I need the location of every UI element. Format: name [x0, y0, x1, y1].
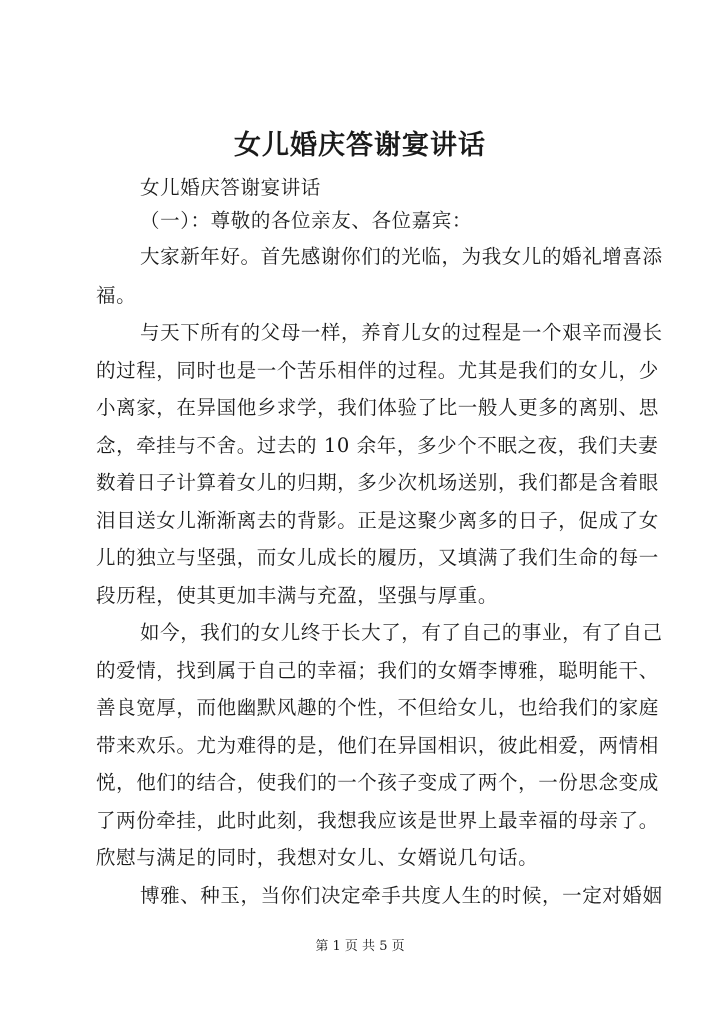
- text-line: 女儿婚庆答谢宴讲话: [140, 176, 321, 199]
- text-line: 了两份牵挂，此时此刻，我想我应该是世界上最幸福的母亲了。: [96, 809, 659, 832]
- document-title: 女儿婚庆答谢宴讲话: [234, 130, 486, 161]
- text-line: 儿的独立与坚强，而女儿成长的履历，又填满了我们生命的每一: [96, 546, 659, 569]
- text-line: （一）：尊敬的各位亲友、各位嘉宾：: [140, 209, 472, 232]
- text-line: 大家新年好。首先感谢你们的光临，为我女儿的婚礼增喜添: [140, 245, 663, 268]
- text-line: 福。: [96, 284, 137, 307]
- text-line: 带来欢乐。尤为难得的是，他们在异国相识，彼此相爱，两情相: [96, 734, 659, 757]
- text-line: 如今，我们的女儿终于长大了，有了自己的事业，有了自己: [140, 621, 663, 644]
- text-line: 悦，他们的结合，使我们的一个孩子变成了两个，一份思念变成: [96, 771, 659, 794]
- text-line: 数着日子计算着女儿的归期，多少次机场送别，我们都是含着眼: [96, 471, 659, 494]
- text-line: 的过程，同时也是一个苦乐相伴的过程。尤其是我们的女儿，少: [96, 359, 659, 382]
- page-footer: 第 1 页 共 5 页: [315, 939, 405, 954]
- text-line: 博雅、种玉，当你们决定牵手共度人生的时候，一定对婚姻: [140, 884, 663, 907]
- text-line: 段历程，使其更加丰满与充盈，坚强与厚重。: [96, 584, 499, 607]
- text-line: 小离家，在异国他乡求学，我们体验了比一般人更多的离别、思: [96, 396, 659, 419]
- text-line: 泪目送女儿渐渐离去的背影。正是这聚少离多的日子，促成了女: [96, 509, 659, 532]
- text-line: 善良宽厚，而他幽默风趣的个性，不但给女儿，也给我们的家庭: [96, 696, 659, 719]
- text-line: 欣慰与满足的同时，我想对女儿、女婿说几句话。: [96, 846, 539, 869]
- text-line: 与天下所有的父母一样，养育儿女的过程是一个艰辛而漫长: [140, 321, 663, 344]
- text-line: 的爱情，找到属于自己的幸福；我们的女婿李博雅，聪明能干、: [96, 659, 659, 682]
- text-line: 念，牵挂与不舍。过去的 10 余年，多少个不眠之夜，我们夫妻: [96, 434, 659, 457]
